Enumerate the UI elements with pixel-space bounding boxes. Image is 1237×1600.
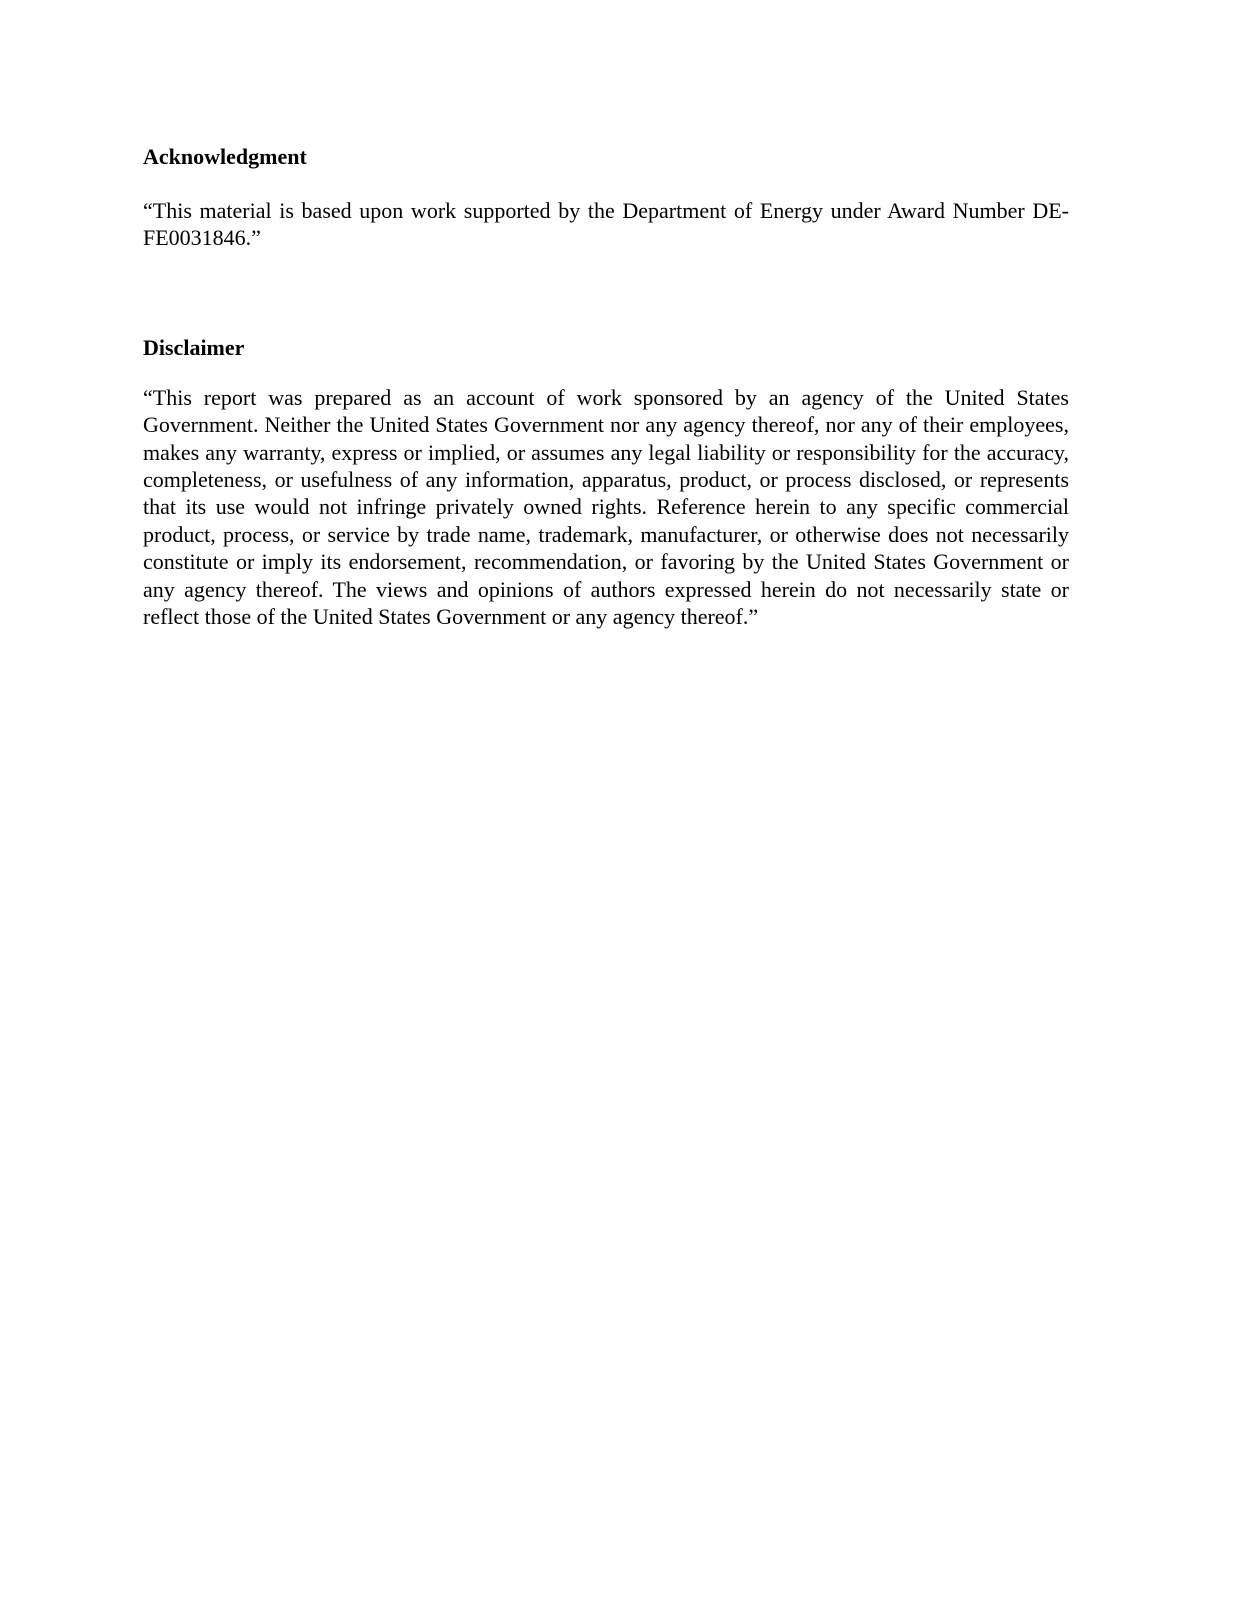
acknowledgment-heading: Acknowledgment xyxy=(143,144,307,169)
page-content xyxy=(143,142,1069,630)
disclaimer-heading: Disclaimer xyxy=(143,334,245,360)
acknowledgment-text: “This material is based upon work supported by the Department of Energy under Award Number DE-FE0031846.” xyxy=(143,198,1069,251)
disclaimer-text: “This report was prepared as an account of work sponsored by an agency of the United States Government. Neither the United States Government nor any agency thereof, nor any of their employees, makes any warranty, express or implied, or assumes any legal liability or responsibility for the accuracy, completeness, or usefulness of any information, apparatus, product, or process disclosed, or represents that its use would not infringe privately owned rights. Reference herein to any specific commercial product, process, or service by trade name, trademark, manufacturer, or otherwise does not necessarily constitute or imply its endorsement, recommendation, or favoring by the United States Government or any agency thereof. The views and opinions of authors expressed herein do not necessarily state or reflect those of the United States Government or any agency thereof.” xyxy=(143,384,1069,630)
